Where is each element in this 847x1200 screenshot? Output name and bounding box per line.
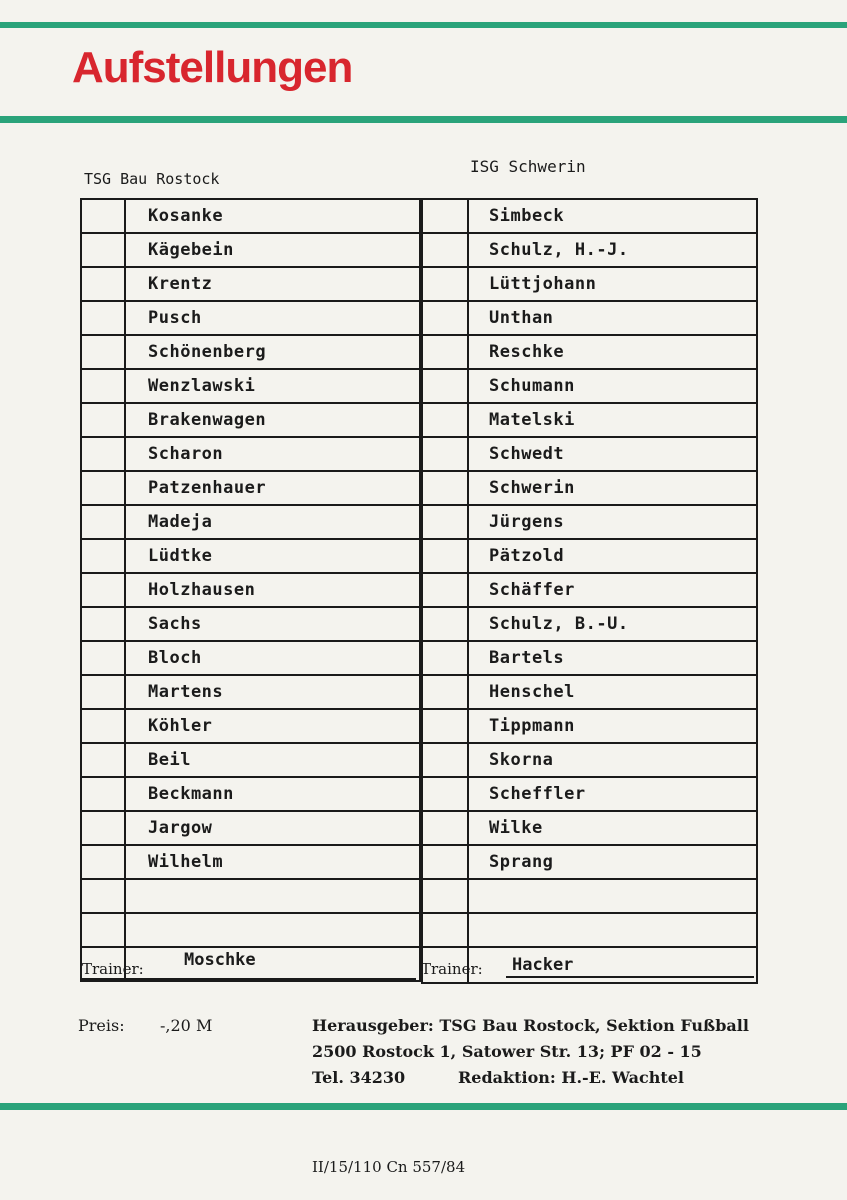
home-number-column-divider (124, 404, 126, 436)
away-lineup-row (423, 744, 756, 778)
home-trainer-name: Moschke (184, 950, 256, 970)
away-lineup-row (423, 268, 756, 302)
away-player-name: Schwedt (489, 444, 565, 464)
home-lineup-row (82, 574, 419, 608)
home-lineup-row (82, 506, 419, 540)
away-number-column-divider (467, 642, 469, 674)
home-number-column-divider (124, 812, 126, 844)
home-player-name: Köhler (148, 716, 213, 736)
away-number-column-divider (467, 540, 469, 572)
away-number-column-divider (467, 506, 469, 538)
home-number-column-divider (124, 744, 126, 776)
away-number-column-divider (467, 268, 469, 300)
footer-stripe (0, 1103, 847, 1110)
away-player-name: Pätzold (489, 546, 565, 566)
away-lineup-row (423, 234, 756, 268)
away-number-column-divider (467, 200, 469, 232)
away-player-name: Lüttjohann (489, 274, 597, 294)
away-number-column-divider (467, 778, 469, 810)
away-lineup-row (423, 472, 756, 506)
home-lineup-row (82, 438, 419, 472)
home-player-name: Sachs (148, 614, 202, 634)
away-lineup-row (423, 302, 756, 336)
home-lineup-row (82, 676, 419, 710)
home-lineup-row (82, 914, 419, 948)
away-player-name: Sprang (489, 852, 554, 872)
away-player-name: Scheffler (489, 784, 586, 804)
away-player-name: Matelski (489, 410, 575, 430)
away-player-name: Reschke (489, 342, 565, 362)
away-lineup-row (423, 336, 756, 370)
home-number-column-divider (124, 574, 126, 606)
publisher-line (312, 1016, 749, 1035)
away-lineup-row (423, 574, 756, 608)
away-lineup-row (423, 914, 756, 948)
home-player-name: Brakenwagen (148, 410, 267, 430)
away-lineup-row (423, 812, 756, 846)
home-number-column-divider (124, 336, 126, 368)
home-player-name: Kosanke (148, 206, 224, 226)
away-player-name: Bartels (489, 648, 565, 668)
home-lineup-row (82, 268, 419, 302)
home-number-column-divider (124, 676, 126, 708)
away-player-name: Schäffer (489, 580, 575, 600)
away-lineup-row (423, 506, 756, 540)
away-number-column-divider (467, 302, 469, 334)
home-lineup-row (82, 642, 419, 676)
home-player-name: Beckmann (148, 784, 234, 804)
home-lineup-row (82, 404, 419, 438)
editor-line (458, 1068, 684, 1087)
home-number-column-divider (124, 778, 126, 810)
away-lineup-row (423, 540, 756, 574)
away-lineup-row (423, 710, 756, 744)
home-lineup-row (82, 744, 419, 778)
away-number-column-divider (467, 472, 469, 504)
away-number-column-divider (467, 676, 469, 708)
home-number-column-divider (124, 710, 126, 742)
away-number-column-divider (467, 846, 469, 878)
home-player-name: Krentz (148, 274, 213, 294)
away-player-name: Schulz, H.-J. (489, 240, 629, 260)
away-trainer-underline (506, 976, 754, 978)
away-number-column-divider (467, 404, 469, 436)
address-line (312, 1042, 702, 1061)
away-number-column-divider (467, 812, 469, 844)
home-team-name: TSG Bau Rostock (84, 170, 220, 188)
away-player-name: Henschel (489, 682, 575, 702)
away-lineup-row (423, 676, 756, 710)
away-lineup-row (423, 438, 756, 472)
home-player-name: Patzenhauer (148, 478, 267, 498)
price-label: Preis: (78, 1016, 125, 1035)
away-number-column-divider (467, 914, 469, 946)
away-number-column-divider (467, 438, 469, 470)
home-lineup-row (82, 200, 419, 234)
away-number-column-divider (467, 336, 469, 368)
away-player-name: Schwerin (489, 478, 575, 498)
home-player-name: Holzhausen (148, 580, 256, 600)
home-lineup-row (82, 540, 419, 574)
page-title: Aufstellungen (72, 43, 353, 92)
home-lineup-row (82, 778, 419, 812)
home-trainer-underline (82, 978, 416, 980)
away-player-name: Tippmann (489, 716, 575, 736)
editor-text: Redaktion: H.-E. Wachtel (458, 1068, 684, 1087)
home-number-column-divider (124, 846, 126, 878)
home-number-column-divider (124, 438, 126, 470)
home-player-name: Pusch (148, 308, 202, 328)
home-number-column-divider (124, 880, 126, 912)
home-player-name: Bloch (148, 648, 202, 668)
away-lineup-row (423, 880, 756, 914)
home-player-name: Jargow (148, 818, 213, 838)
away-lineup-table (421, 198, 758, 984)
away-number-column-divider (467, 880, 469, 912)
away-lineup-row (423, 404, 756, 438)
home-lineup-row (82, 336, 419, 370)
print-code: II/15/110 Cn 557/84 (312, 1158, 466, 1176)
home-player-name: Madeja (148, 512, 213, 532)
away-player-name: Jürgens (489, 512, 565, 532)
home-lineup-row (82, 880, 419, 914)
home-lineup-row (82, 710, 419, 744)
home-player-name: Scharon (148, 444, 224, 464)
away-player-name: Unthan (489, 308, 554, 328)
home-player-name: Kägebein (148, 240, 234, 260)
away-number-column-divider (467, 608, 469, 640)
away-team-name: ISG Schwerin (470, 157, 586, 176)
home-player-name: Wenzlawski (148, 376, 256, 396)
home-number-column-divider (124, 506, 126, 538)
home-number-column-divider (124, 914, 126, 946)
home-lineup-row (82, 234, 419, 268)
away-player-name: Schulz, B.-U. (489, 614, 629, 634)
away-number-column-divider (467, 574, 469, 606)
away-lineup-row (423, 608, 756, 642)
home-number-column-divider (124, 200, 126, 232)
address-text: 2500 Rostock 1, Satower Str. 13; PF 02 - 15 (312, 1042, 702, 1061)
away-number-column-divider (467, 710, 469, 742)
away-trainer-label: Trainer: (421, 960, 483, 978)
home-number-column-divider (124, 268, 126, 300)
away-lineup-row (423, 200, 756, 234)
away-number-column-divider (467, 744, 469, 776)
top-stripe (0, 22, 847, 28)
home-player-name: Schönenberg (148, 342, 267, 362)
home-number-column-divider (124, 234, 126, 266)
away-lineup-row (423, 778, 756, 812)
home-lineup-row (82, 472, 419, 506)
home-lineup-row (82, 812, 419, 846)
publisher-text: Herausgeber: TSG Bau Rostock, Sektion Fußball (312, 1016, 749, 1035)
phone-text: Tel. 34230 (312, 1068, 406, 1087)
away-player-name: Schumann (489, 376, 575, 396)
away-player-name: Wilke (489, 818, 543, 838)
away-lineup-row (423, 846, 756, 880)
home-trainer-label: Trainer: (82, 960, 144, 978)
away-trainer-name: Hacker (512, 955, 574, 975)
home-number-column-divider (124, 540, 126, 572)
home-lineup-table (80, 198, 421, 982)
home-number-column-divider (124, 608, 126, 640)
price-value: -,20 M (160, 1016, 213, 1035)
home-lineup-row (82, 302, 419, 336)
home-number-column-divider (124, 472, 126, 504)
phone-line (312, 1068, 405, 1087)
away-number-column-divider (467, 234, 469, 266)
home-lineup-row (82, 608, 419, 642)
away-player-name: Simbeck (489, 206, 565, 226)
header-stripe (0, 116, 847, 123)
home-number-column-divider (124, 370, 126, 402)
home-number-column-divider (124, 642, 126, 674)
away-player-name: Skorna (489, 750, 554, 770)
home-player-name: Wilhelm (148, 852, 224, 872)
away-number-column-divider (467, 370, 469, 402)
home-lineup-row (82, 846, 419, 880)
home-player-name: Beil (148, 750, 191, 770)
home-player-name: Lüdtke (148, 546, 213, 566)
home-player-name: Martens (148, 682, 224, 702)
away-lineup-row (423, 642, 756, 676)
home-lineup-row (82, 370, 419, 404)
away-lineup-row (423, 370, 756, 404)
home-number-column-divider (124, 302, 126, 334)
